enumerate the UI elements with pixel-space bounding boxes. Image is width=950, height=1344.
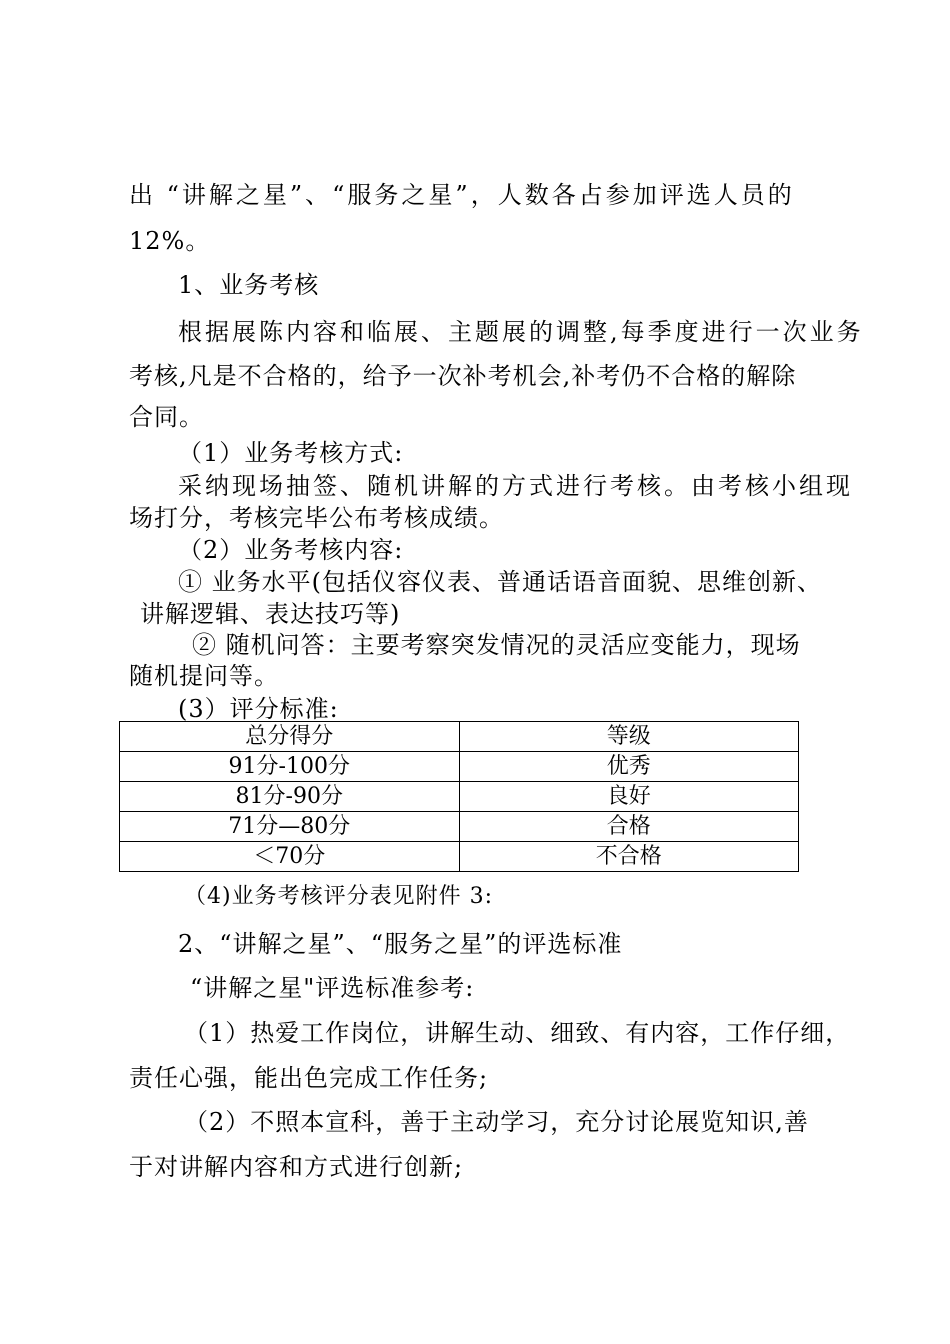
score-range-cell: 91分-100分: [120, 752, 460, 782]
paragraph-line: 考核,凡是不合格的，给予一次补考机会,补考仍不合格的解除: [129, 362, 797, 390]
section-heading: 1、业务考核: [178, 271, 320, 299]
paragraph-line: 根据展陈内容和临展、主题展的调整,每季度进行一次业务: [178, 318, 864, 346]
paragraph-line: 采纳现场抽签、随机讲解的方式进行考核。由考核小组现: [178, 472, 853, 500]
paragraph-line: 随机提问等。: [129, 662, 279, 690]
paragraph-line: 12%。: [129, 227, 211, 255]
subsection-heading: （4)业务考核评分表见附件 3:: [184, 884, 493, 909]
table-row: [120, 782, 799, 812]
grade-cell: 良好: [459, 782, 799, 812]
table-header-cell: 总分得分: [120, 722, 460, 752]
paragraph-line: 讲解逻辑、表达技巧等): [140, 600, 401, 628]
table-row: [120, 752, 799, 782]
grade-cell: 不合格: [459, 842, 799, 872]
table-row: [120, 842, 799, 872]
grade-cell: 合格: [459, 812, 799, 842]
subsection-heading: (3）评分标准:: [178, 695, 339, 723]
paragraph-line: 责任心强，能出色完成工作任务;: [129, 1064, 489, 1092]
paragraph-line: 出 “讲解之星”、“服务之星”，人数各占参加评选人员的: [129, 181, 795, 209]
score-table: [119, 721, 799, 872]
subsection-heading: （2）业务考核内容:: [178, 536, 404, 564]
paragraph-line: （2）不照本宣科，善于主动学习，充分讨论展览知识,善: [184, 1108, 809, 1136]
subsection-heading: “讲解之星"评选标准参考:: [190, 974, 475, 1002]
paragraph-line: ② 随机问答：主要考察突发情况的灵活应变能力，现场: [192, 631, 801, 659]
paragraph-line: 场打分，考核完毕公布考核成绩。: [129, 504, 504, 532]
table-header-cell: 等级: [459, 722, 799, 752]
score-range-cell: ＜70分: [120, 842, 460, 872]
section-heading: 2、“讲解之星”、“服务之星”的评选标准: [178, 930, 623, 958]
table-row: [120, 812, 799, 842]
paragraph-line: 合同。: [129, 403, 204, 431]
paragraph-line: 于对讲解内容和方式进行创新;: [129, 1153, 464, 1181]
paragraph-line: ① 业务水平(包括仪容仪表、普通话语音面貌、思维创新、: [178, 568, 822, 596]
table-header-row: [120, 722, 799, 752]
grade-cell: 优秀: [459, 752, 799, 782]
score-range-cell: 71分—80分: [120, 812, 460, 842]
subsection-heading: （1）业务考核方式:: [178, 439, 404, 467]
paragraph-line: （1）热爱工作岗位，讲解生动、细致、有内容，工作仔细，: [184, 1019, 851, 1047]
score-range-cell: 81分-90分: [120, 782, 460, 812]
